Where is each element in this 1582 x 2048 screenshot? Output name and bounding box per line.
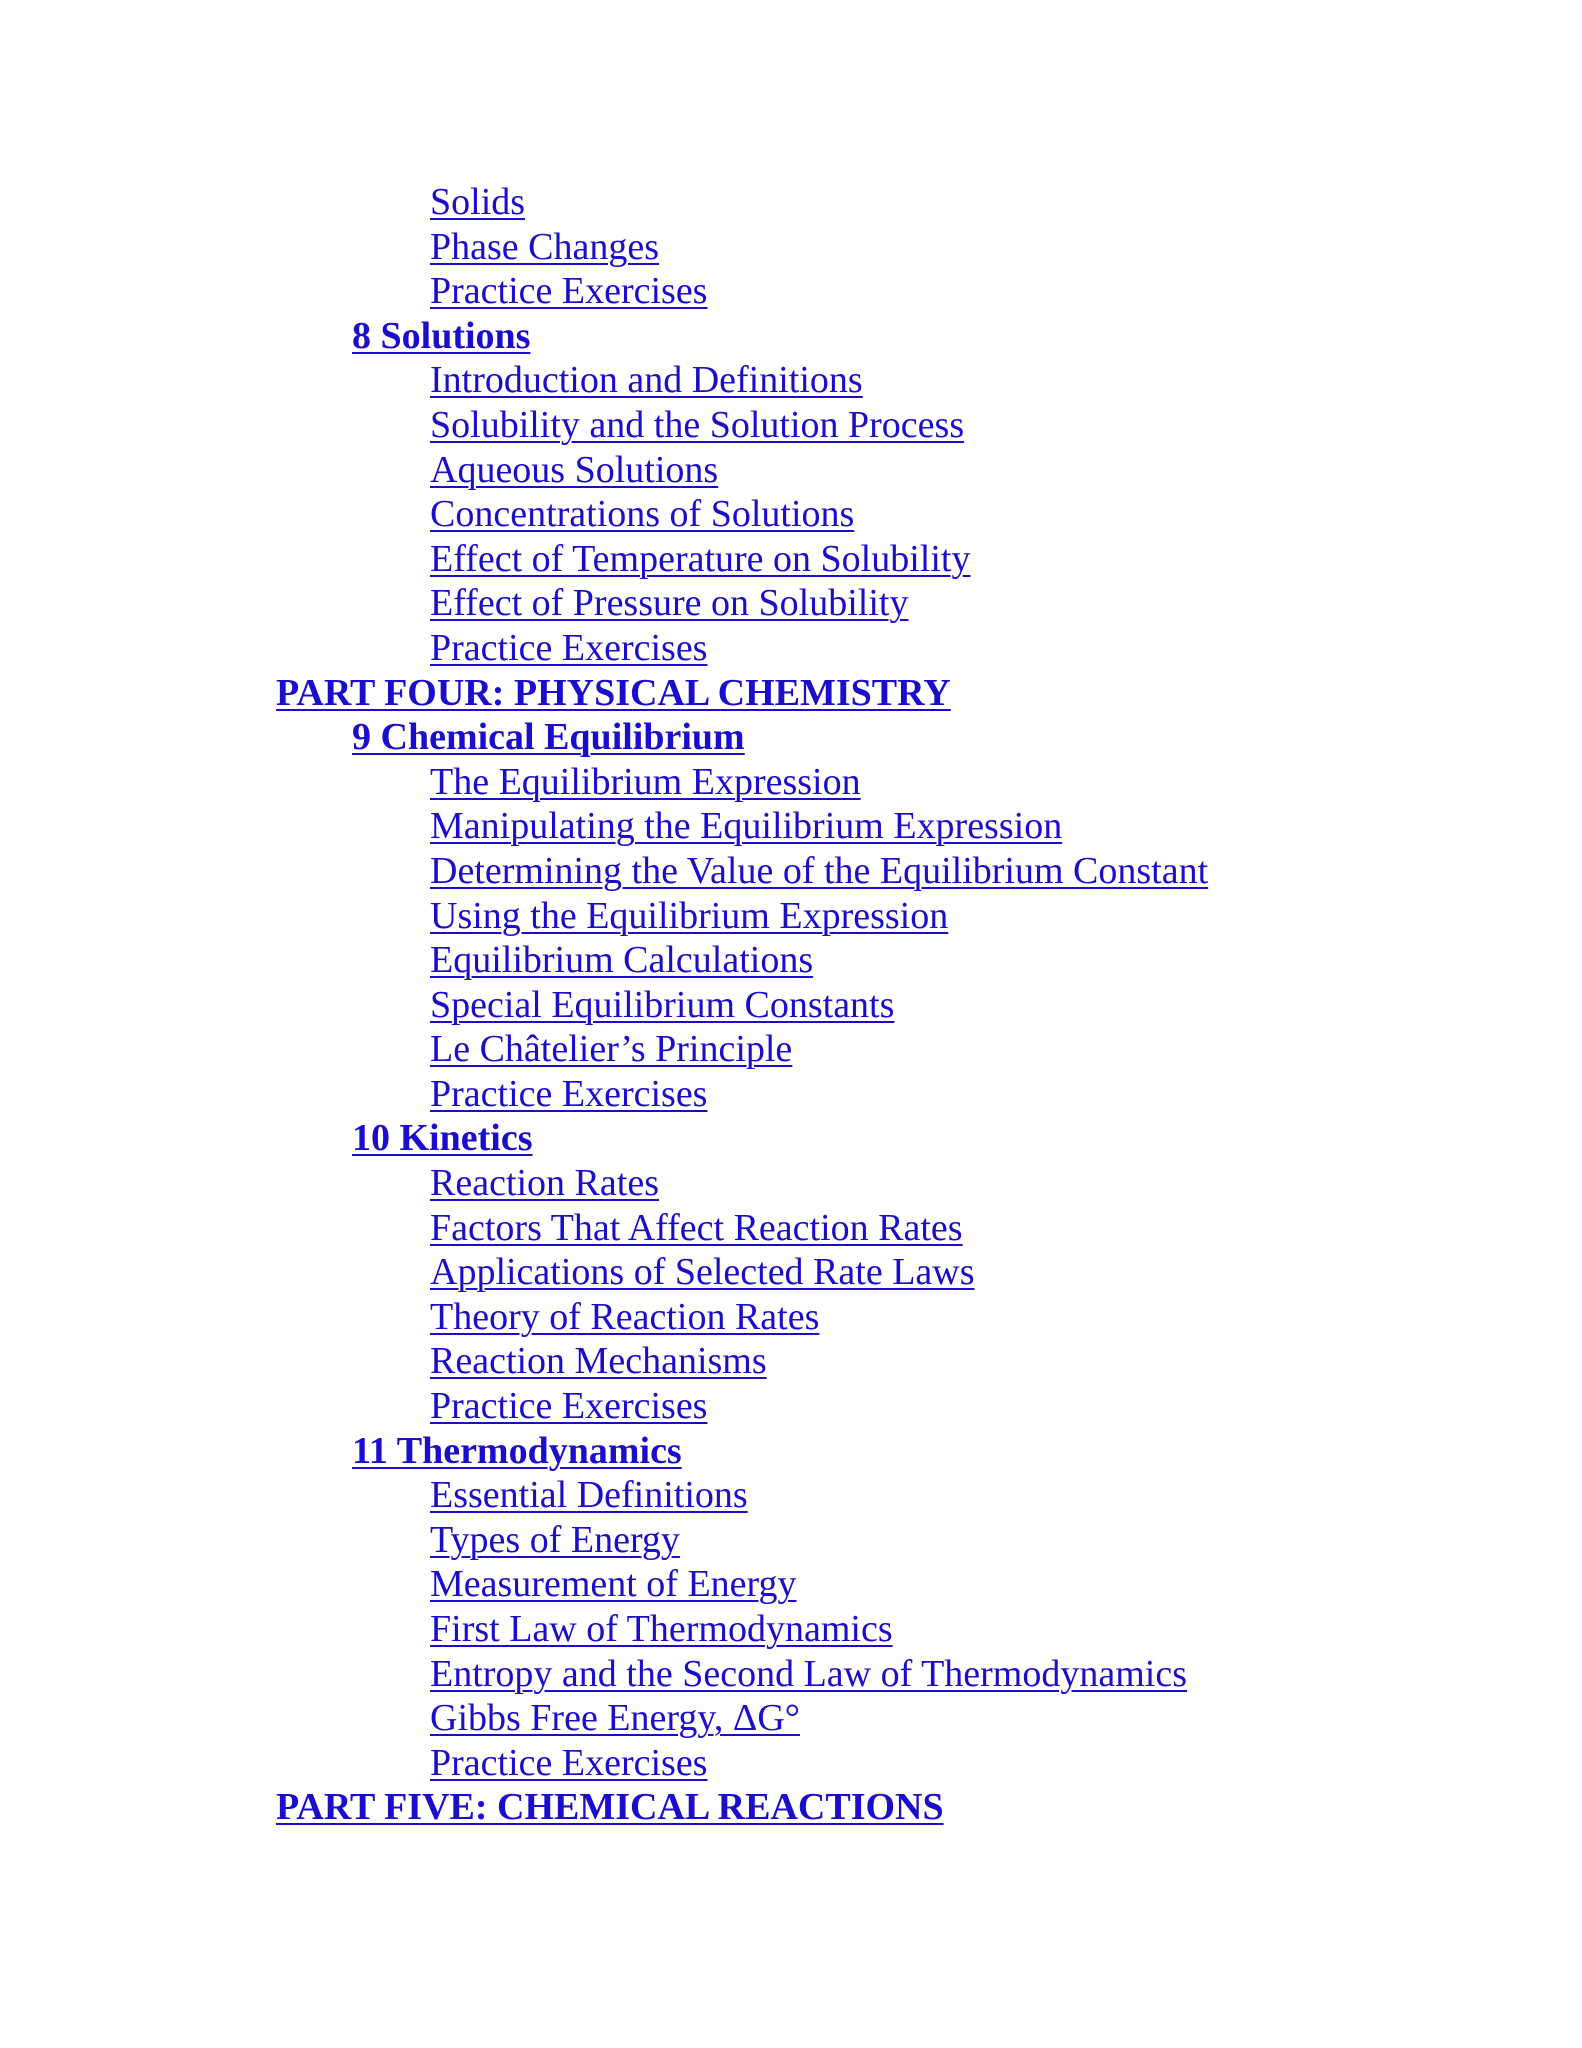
toc-link-using-equilibrium-expression[interactable]: Using the Equilibrium Expression [430, 894, 949, 937]
toc-link-chapter-8-solutions[interactable]: 8 Solutions [352, 314, 531, 357]
toc-link-part-five[interactable]: PART FIVE: CHEMICAL REACTIONS [276, 1786, 944, 1829]
toc-link-le-chateliers-principle[interactable]: Le Châtelier’s Principle [430, 1028, 793, 1071]
toc-link-types-of-energy[interactable]: Types of Energy [430, 1518, 680, 1561]
toc-section [0, 1295, 1582, 1340]
toc-section [0, 1206, 1582, 1251]
toc-link-manipulating-equilibrium-expression[interactable]: Manipulating the Equilibrium Expression [430, 805, 1063, 848]
toc-section [0, 269, 1582, 314]
toc-section [0, 1384, 1582, 1429]
toc-link-factors-affect-reaction-rates[interactable]: Factors That Affect Reaction Rates [430, 1206, 963, 1249]
toc-link-solids[interactable]: Solids [430, 181, 526, 223]
toc-link-part-four[interactable]: PART FOUR: PHYSICAL CHEMISTRY [276, 671, 951, 714]
toc-link-first-law[interactable]: First Law of Thermodynamics [430, 1608, 893, 1650]
toc-link-practice-exercises-11[interactable]: Practice Exercises [430, 1741, 708, 1784]
toc-link-practice-exercises-9[interactable]: Practice Exercises [430, 1072, 708, 1115]
toc-section [0, 1473, 1582, 1518]
toc-section [0, 1339, 1582, 1384]
toc-section [0, 983, 1582, 1028]
toc-link-reaction-rates[interactable]: Reaction Rates [430, 1162, 659, 1205]
toc-section [0, 849, 1582, 894]
toc-section [0, 492, 1582, 537]
toc-part [0, 671, 1582, 716]
toc-link-gibbs-free-energy[interactable]: Gibbs Free Energy, ΔG° [430, 1697, 800, 1740]
toc-link-equilibrium-calculations[interactable]: Equilibrium Calculations [430, 939, 814, 982]
toc-link-chapter-10-kinetics[interactable]: 10 Kinetics [352, 1117, 533, 1160]
toc-section [0, 1741, 1582, 1786]
toc-link-theory-of-reaction-rates[interactable]: Theory of Reaction Rates [430, 1295, 820, 1338]
toc-chapter [0, 314, 1582, 359]
toc-section [0, 804, 1582, 849]
toc-section [0, 225, 1582, 270]
toc-chapter [0, 715, 1582, 760]
toc-section [0, 1518, 1582, 1563]
toc-section [0, 1607, 1582, 1652]
toc-chapter [0, 1429, 1582, 1474]
toc-section [0, 1250, 1582, 1295]
toc-section [0, 1562, 1582, 1607]
toc-link-practice-exercises-7[interactable]: Practice Exercises [430, 270, 708, 313]
toc-link-concentrations-of-solutions[interactable]: Concentrations of Solutions [430, 493, 855, 536]
toc-link-equilibrium-expression[interactable]: The Equilibrium Expression [430, 760, 861, 803]
toc-link-phase-changes[interactable]: Phase Changes [430, 225, 660, 268]
toc-section [0, 1027, 1582, 1072]
toc-section [0, 1072, 1582, 1117]
toc-section [0, 403, 1582, 448]
toc-link-effect-of-temperature[interactable]: Effect of Temperature on Solubility [430, 537, 971, 580]
toc-link-practice-exercises-10[interactable]: Practice Exercises [430, 1385, 708, 1428]
toc-link-determining-equilibrium-constant[interactable]: Determining the Value of the Equilibrium Constant [430, 849, 1209, 892]
toc-section [0, 760, 1582, 805]
toc-section [0, 358, 1582, 403]
toc-section [0, 626, 1582, 671]
toc-section [0, 938, 1582, 983]
toc-link-entropy-second-law[interactable]: Entropy and the Second Law of Thermodynamics [430, 1652, 1187, 1695]
toc-link-practice-exercises-8[interactable]: Practice Exercises [430, 626, 708, 669]
toc-part [0, 1785, 1582, 1830]
table-of-contents [0, 180, 1582, 1830]
toc-section [0, 1161, 1582, 1206]
toc-link-essential-definitions[interactable]: Essential Definitions [430, 1474, 748, 1517]
toc-link-special-equilibrium-constants[interactable]: Special Equilibrium Constants [430, 983, 895, 1026]
toc-link-reaction-mechanisms[interactable]: Reaction Mechanisms [430, 1340, 767, 1383]
toc-link-introduction-and-definitions[interactable]: Introduction and Definitions [430, 359, 863, 402]
toc-section [0, 180, 1582, 225]
toc-chapter [0, 1116, 1582, 1161]
toc-link-measurement-of-energy[interactable]: Measurement of Energy [430, 1563, 797, 1606]
toc-link-solubility-and-solution-process[interactable]: Solubility and the Solution Process [430, 403, 965, 446]
toc-link-effect-of-pressure[interactable]: Effect of Pressure on Solubility [430, 582, 909, 625]
toc-link-aqueous-solutions[interactable]: Aqueous Solutions [430, 448, 719, 491]
toc-section [0, 1696, 1582, 1741]
toc-link-applications-rate-laws[interactable]: Applications of Selected Rate Laws [430, 1251, 975, 1294]
toc-section [0, 1652, 1582, 1697]
toc-section [0, 537, 1582, 582]
toc-section [0, 894, 1582, 939]
toc-section [0, 581, 1582, 626]
toc-link-chapter-11-thermodynamics[interactable]: 11 Thermodynamics [352, 1429, 682, 1472]
toc-link-chapter-9-chemical-equilibrium[interactable]: 9 Chemical Equilibrium [352, 716, 745, 759]
toc-section [0, 448, 1582, 493]
